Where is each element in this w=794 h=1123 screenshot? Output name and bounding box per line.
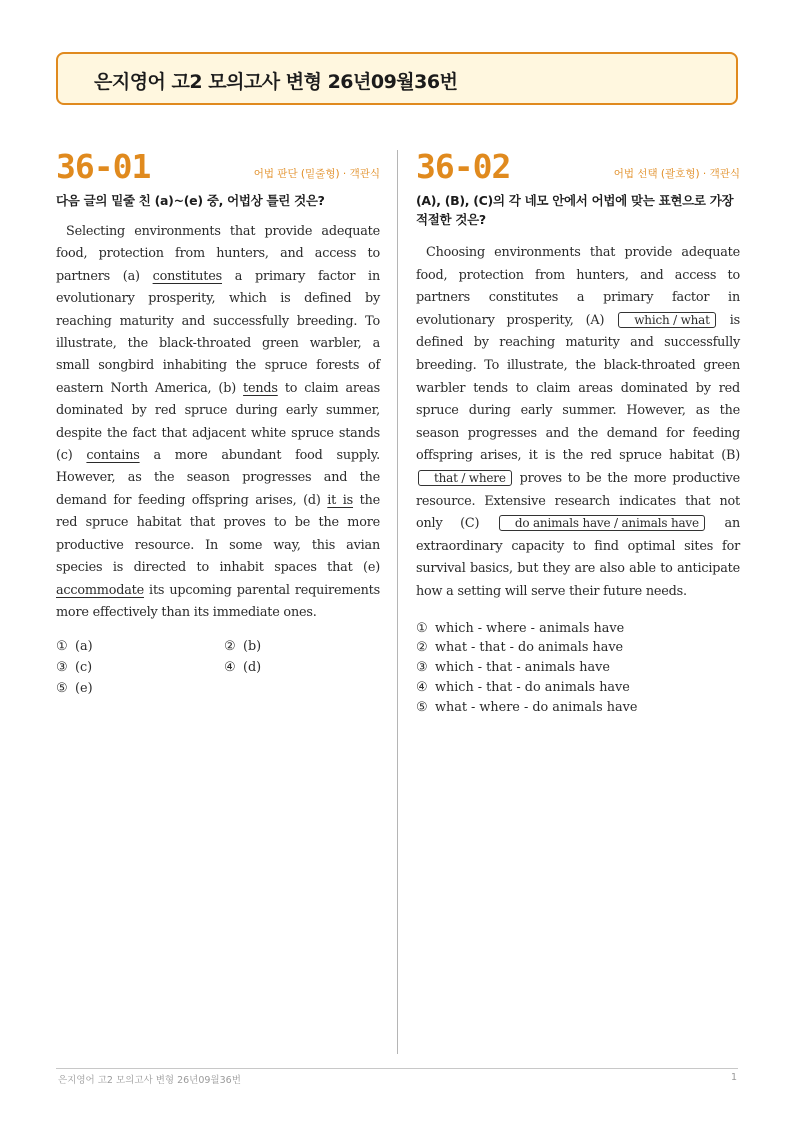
passage-text: proves to be the more productive resource. Extensive research indicates that not only (C) xyxy=(416,470,740,532)
option-4[interactable] xyxy=(224,658,380,678)
question-36-02 xyxy=(416,147,740,717)
question-type: 어법 판단 (밑줄형) · 객관식 xyxy=(253,168,380,180)
question-header xyxy=(416,147,740,186)
option-text: (b) xyxy=(243,639,262,655)
option-1[interactable] xyxy=(56,637,224,657)
passage-text: its upcoming parental requirements more effectively than its immediate ones. xyxy=(56,582,380,620)
option-2[interactable] xyxy=(416,638,740,658)
question-number: 36-02 xyxy=(416,147,511,186)
passage-text: an extraordinary capacity to find optimal sites for survival basics, but they are also able to anticipate how a setting will serve their future needs. xyxy=(416,516,740,599)
option-text: which - where - animals have xyxy=(435,620,625,636)
question-prompt: (A), (B), (C)의 각 네모 안에서 어법에 맞는 표현으로 가장 적절한 것은? xyxy=(416,193,734,227)
underlined-a: constitutes xyxy=(152,268,222,284)
option-text: which - that - animals have xyxy=(435,660,610,676)
option-marker: ④ xyxy=(224,660,236,676)
passage-text: Choosing environments that provide adequate food, protection from hunters, and access to partners constitutes a primary factor in evolutionary prosperity, (A) xyxy=(416,245,740,328)
page-title: 은지영어 고2 모의고사 변형 26년09월36번 xyxy=(94,71,458,93)
option-text: (d) xyxy=(243,660,262,676)
option-text: (e) xyxy=(75,681,93,697)
passage-text: a primary factor in evolutionary prosperity, which is defined by reaching maturity and successfully breeding. To illustrate, the black-throated green warbler, a small songbird inhabiting the spruce forests of eastern North America, (b) xyxy=(56,268,380,396)
answer-options xyxy=(416,619,740,718)
option-marker: ③ xyxy=(416,660,428,676)
option-5[interactable] xyxy=(416,698,740,718)
question-prompt: 다음 글의 밑줄 친 (a)~(e) 중, 어법상 틀린 것은? xyxy=(56,193,325,208)
underlined-c: contains xyxy=(86,448,140,464)
option-1[interactable] xyxy=(416,619,740,639)
passage xyxy=(416,242,740,604)
passage-text: is defined by reaching maturity and successfully breeding. To illustrate, the black-throated green warbler tends to claim areas dominated by red spruce during early summer. However, as the season progresses and the demand for feeding offspring arises, it is the red spruce habitat (B) xyxy=(416,312,740,464)
option-5[interactable] xyxy=(56,679,224,699)
choice-box-a: which / what xyxy=(618,312,716,328)
footer-title: 은지영어 고2 모의고사 변형 26년09월36번 xyxy=(58,1075,241,1086)
option-text: what - where - do animals have xyxy=(435,699,638,715)
column-divider xyxy=(397,150,398,1054)
passage-text: to claim areas dominated by red spruce during early summer, despite the fact that adjacent white spruce stands (c) xyxy=(56,380,380,464)
underlined-d: it is xyxy=(327,492,354,508)
question-type: 어법 선택 (괄호형) · 객관식 xyxy=(613,168,740,180)
choice-box-c: do animals have / animals have xyxy=(499,515,705,531)
underlined-e: accommodate xyxy=(56,582,144,598)
option-2[interactable] xyxy=(224,637,380,657)
passage-text: Selecting environments that provide adequate food, protection from hunters, and access to partners (a) xyxy=(56,224,380,284)
underlined-b: tends xyxy=(243,380,278,396)
passage xyxy=(56,221,380,624)
option-marker: ⑤ xyxy=(416,699,428,715)
option-3[interactable] xyxy=(416,658,740,678)
option-text: what - that - do animals have xyxy=(435,640,624,656)
passage-text: a more abundant food supply. However, as the season progresses and the demand for feeding offspring arises, (d) xyxy=(56,448,380,508)
option-marker: ③ xyxy=(56,660,68,676)
footer-divider xyxy=(56,1068,738,1069)
question-number: 36-01 xyxy=(56,147,151,186)
page-number: 1 xyxy=(730,1072,737,1083)
header-banner xyxy=(56,52,738,105)
option-marker: ② xyxy=(224,639,236,655)
option-marker: ① xyxy=(416,620,428,636)
option-4[interactable] xyxy=(416,678,740,698)
option-text: which - that - do animals have xyxy=(435,679,630,695)
option-marker: ④ xyxy=(416,679,428,695)
answer-options xyxy=(56,637,380,699)
option-text: (a) xyxy=(75,639,93,655)
option-marker: ① xyxy=(56,639,68,655)
choice-box-b: that / where xyxy=(418,470,512,486)
question-header xyxy=(56,147,380,186)
option-marker: ② xyxy=(416,640,428,656)
question-36-01 xyxy=(56,147,381,699)
option-text: (c) xyxy=(75,660,93,676)
option-marker: ⑤ xyxy=(56,681,68,697)
passage-text: the red spruce habitat that proves to be the more productive resource. In some way, this avian species is directed to inhabit spaces that (e) xyxy=(56,492,381,576)
option-3[interactable] xyxy=(56,658,224,678)
